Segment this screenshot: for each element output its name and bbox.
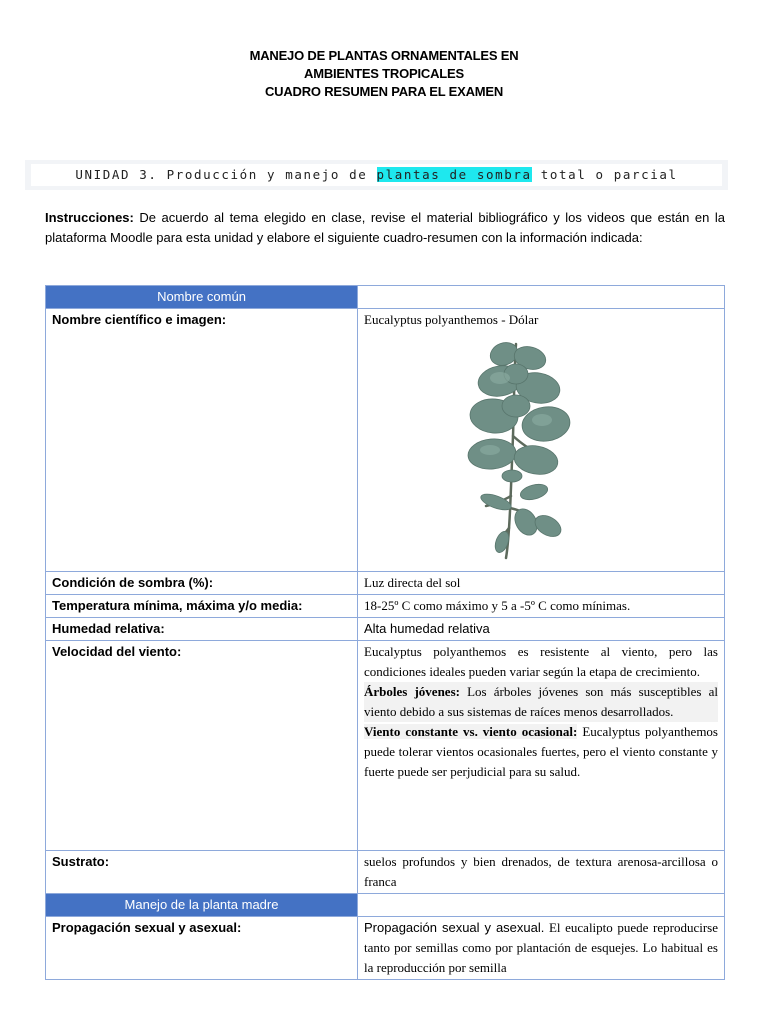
wind-constant-label: Viento constante vs. viento ocasional: [364,724,578,739]
propagation-lead: Propagación sexual y asexual. [364,920,545,935]
temperature-value: 18-25º C como máximo y 5 a -5º C como mínimas. [358,595,725,618]
table-row [46,309,725,572]
scientific-name-cell [358,309,725,572]
table-row [46,851,725,894]
shade-condition-label: Condición de sombra (%): [46,572,358,595]
wind-paragraph-2 [364,682,718,722]
unit-heading-box [25,160,728,190]
wind-paragraph-1: Eucalyptus polyanthemos es resistente al viento, pero las condiciones ideales pueden variar según la etapa de crecimiento. [364,644,718,679]
instructions-text: De acuerdo al tema elegido en clase, revise el material bibliográfico y los videos que están en la plataforma Moodle para esta unidad y elabore el siguiente cuadro-resumen con la información indicada: [45,210,725,245]
document-title [0,47,768,101]
title-line-2: AMBIENTES TROPICALES [304,66,464,81]
unit-heading [31,164,722,186]
propagation-value [358,917,725,980]
instructions-label: Instrucciones: [45,210,134,225]
table-row [46,286,725,309]
eucalyptus-plant-image [456,336,586,562]
unit-highlight: plantas de sombra [376,167,532,182]
title-line-1: MANEJO DE PLANTAS ORNAMENTALES EN [249,48,519,63]
wind-paragraph-3 [364,722,718,782]
table-row [46,641,725,851]
common-name-header: Nombre común [46,286,358,309]
scientific-name-label: Nombre científico e imagen: [46,309,358,572]
humidity-label: Humedad relativa: [46,618,358,641]
title-line-3: CUADRO RESUMEN PARA EL EXAMEN [264,84,504,99]
humidity-value: Alta humedad relativa [358,618,725,641]
mother-plant-header: Manejo de la planta madre [46,894,358,917]
unit-prefix: UNIDAD 3. Producción y manejo de [75,167,377,182]
temperature-label: Temperatura mínima, máxima y/o media: [46,595,358,618]
substrate-value: suelos profundos y bien drenados, de textura arenosa-arcillosa o franca [358,851,725,894]
wind-speed-label: Velocidad del viento: [46,641,358,851]
substrate-label: Sustrato: [46,851,358,894]
wind-speed-cell [358,641,725,851]
table-row [46,618,725,641]
wind-constant-text: Eucalyptus polyanthemos puede tolerar vientos ocasionales fuertes, pero el viento constante y fuerte puede ser perjudicial para su salud. [364,724,718,779]
table-row [46,917,725,980]
table-row [46,595,725,618]
common-name-value [358,286,725,309]
shade-condition-value: Luz directa del sol [358,572,725,595]
table-row [46,572,725,595]
mother-plant-empty-cell [358,894,725,917]
instructions-paragraph [45,208,725,248]
table-row [46,894,725,917]
wind-young-trees-text: Los árboles jóvenes son más susceptibles al viento debido a sus sistemas de raíces menos desarrollados. [364,684,718,719]
wind-young-trees-label: Árboles jóvenes: [364,684,460,699]
summary-table [45,285,725,980]
unit-suffix: total o parcial [531,167,678,182]
propagation-label: Propagación sexual y asexual: [46,917,358,980]
propagation-text: El eucalipto puede reproducirse tanto por semillas como por plantación de esquejes. Lo habitual es la reproducción por semilla [364,920,718,975]
scientific-name-value: Eucalyptus polyanthemos - Dólar [364,312,539,327]
